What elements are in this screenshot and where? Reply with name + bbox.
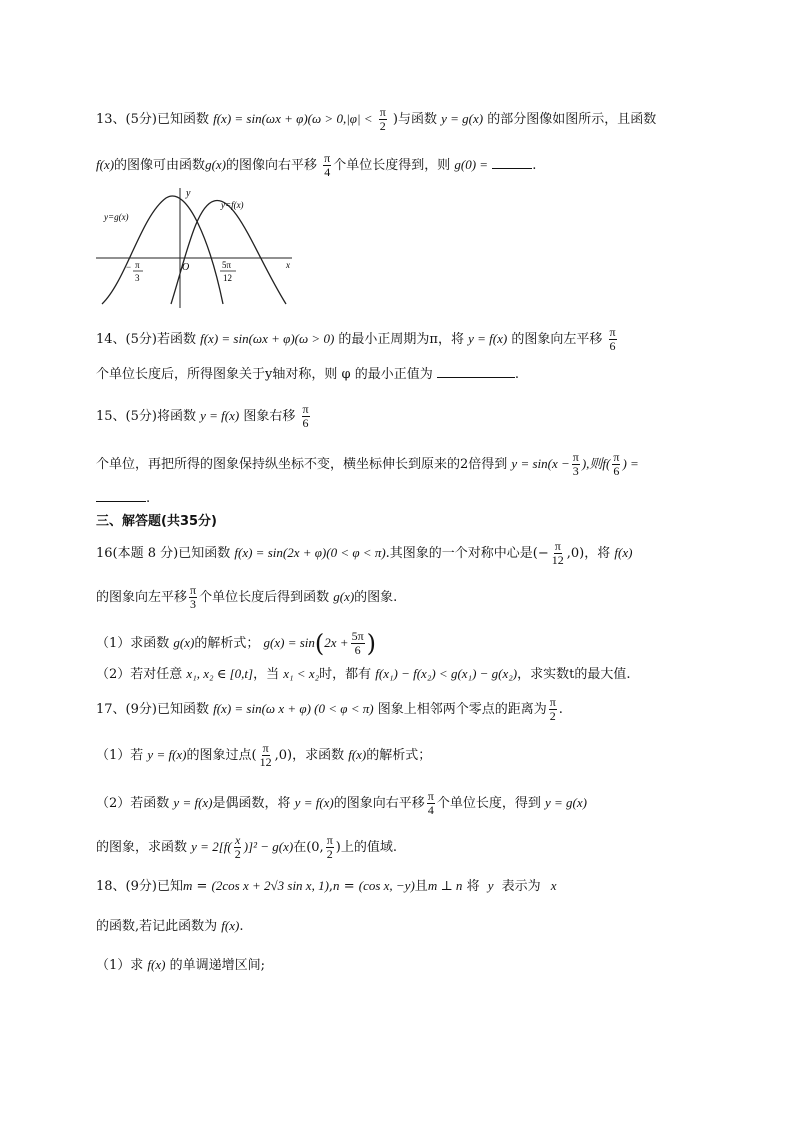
q13-prefix: 13、(5分)已知函数 [96, 112, 209, 127]
q18-y: y [487, 878, 494, 893]
q13-func: f(x) = sin(ωx + φ)(ω > 0,|φ| < [213, 111, 373, 126]
q16-prefix: 16(本题 8 分)已知函数 [96, 546, 231, 561]
q13-fx: f(x) [96, 157, 115, 172]
q15-answer-blank[interactable] [96, 489, 146, 502]
q17-p1-a: 的图象过点( [186, 748, 257, 763]
q16-p2-ineq: f(x₁) − f(x₂) < g(x₁) − g(x₂) [375, 666, 518, 681]
q13-g0: g(0) = [454, 157, 489, 172]
q14-text: 个单位长度后，所得图象关于y轴对称，则 φ 的最小正值为 [96, 367, 433, 382]
q18-text2: . [239, 919, 244, 934]
q16-mid2: ,0)，将 [566, 546, 611, 561]
q13-answer-blank[interactable] [492, 156, 532, 169]
q15-line1 [96, 403, 698, 430]
q13-graph [96, 186, 296, 308]
q17-end: . [558, 702, 563, 717]
frac-pi-4: $\frac{\pi}{4}$ [427, 789, 434, 817]
q13-line2 [96, 152, 698, 179]
q17-p1-yf: y = f(x) [147, 747, 187, 762]
q13-text: 的图像可由函数 [114, 158, 206, 173]
q16-line2 [96, 584, 698, 611]
q18-mvec: (2cos x + 2√3 sin x, 1) [211, 878, 329, 893]
frac-pi-12: $\frac{\pi}{12}$ [551, 539, 564, 567]
q18-line1 [96, 876, 698, 897]
q13-mid: )与函数 [392, 112, 437, 127]
q18-p1-text: 的单调递增区间; [169, 958, 265, 973]
q16-p1-text: 的解析式； [194, 636, 260, 651]
q14-end: . [514, 367, 519, 382]
q18-a: 且 [414, 879, 428, 894]
q17-part2 [96, 790, 698, 817]
q16-text: 的图象向左平移 [96, 590, 188, 605]
frac-pi-2: $\frac{\pi}{2}$ [326, 833, 333, 861]
q18-vector-m: m [182, 878, 193, 893]
q16-part2 [96, 664, 698, 685]
q16-p1-label: （1）求函数 [96, 636, 170, 651]
frac-pi-2: $\frac{\pi}{2}$ [379, 105, 386, 133]
q16-p1-gx: g(x) [173, 635, 195, 650]
frac-pi-3: $\frac{\pi}{3}$ [190, 583, 197, 611]
q13-text3: 个单位长度得到，则 [333, 158, 451, 173]
q17-part1 [96, 742, 698, 769]
svg-text:π: π [135, 260, 140, 270]
q16-p2-c: ，求实数t的最大值. [517, 667, 631, 682]
q13-end: . [532, 158, 537, 173]
q18-fx: f(x) [221, 918, 240, 933]
q15-expr4: ) = [622, 456, 639, 471]
x-axis-label: x [286, 260, 290, 270]
q17-p2-text2: 在(0, [293, 840, 324, 855]
q17-prefix: 17、(9分)已知函数 [96, 702, 209, 717]
q15-yf: y = f(x) [200, 408, 240, 423]
q14-suffix: 的图象向左平移 [511, 332, 603, 347]
q17-p1-b: ,0)，求函数 [274, 748, 345, 763]
q18-prefix: 18、(9分)已知 [96, 879, 183, 894]
paren-right: ) [366, 629, 376, 658]
frac-pi-6: $\frac{\pi}{6}$ [613, 450, 620, 478]
q16-p2-label: （2）若对任意 [96, 667, 183, 682]
q13-line1 [96, 106, 698, 133]
q16-p2-cond: x₁ < x₂ [283, 666, 320, 681]
q14-yf: y = f(x) [468, 331, 508, 346]
section-3-title: 三、解答题(共35分) [96, 514, 217, 529]
q18-neq: = [343, 879, 355, 894]
frac-pi-6: $\frac{\pi}{6}$ [302, 402, 309, 430]
q14-line1 [96, 326, 698, 353]
y-axis-label: y [186, 188, 191, 199]
frac-5pi-6: $\frac{5\pi}{6}$ [351, 629, 364, 657]
q15-prefix: 15、(5分)将函数 [96, 409, 196, 424]
q15-end: . [146, 491, 151, 506]
q17-p2-b: 的图象向右平移 [333, 796, 425, 811]
q18-vector-n: n [333, 878, 340, 893]
q16-part1 [96, 630, 698, 657]
frac-pi-3: $\frac{\pi}{3}$ [572, 450, 579, 478]
q18-b: 将 [462, 879, 480, 894]
q17-p2-expr: y = 2[f( [191, 839, 232, 854]
q17-p2-c: 个单位长度，得到 [436, 796, 541, 811]
q16-func: f(x) = sin(2x + φ)(0 < φ < π) [234, 545, 386, 560]
q17-p2-text3: )上的值域. [335, 840, 397, 855]
q17-p1-c: 的解析式； [366, 748, 432, 763]
q15-text: 个单位，再把所得的图象保持纵坐标不变，横坐标伸长到原来的2倍得到 [96, 457, 508, 472]
q18-line2 [96, 916, 698, 937]
q16-text3: 的图象. [354, 590, 398, 605]
q17-p2-yf2: y = f(x) [294, 795, 334, 810]
neg-tick-label [126, 260, 143, 283]
q14-mid: 的最小正周期为π，将 [338, 332, 464, 347]
q16-p2-a: ，当 [253, 667, 280, 682]
frac-pi-4: $\frac{\pi}{4}$ [324, 151, 331, 179]
q16-gx: g(x) [333, 589, 355, 604]
q13-gx: g(x) [205, 157, 226, 172]
q14-line2 [96, 365, 698, 385]
q13-gfunc: y = g(x) [441, 111, 484, 126]
g-label: y=g(x) [104, 212, 129, 222]
q14-prefix: 14、(5分)若函数 [96, 332, 196, 347]
q17-func: f(x) = sin(ω x + φ) (0 < φ < π) [213, 701, 374, 716]
q18-meq: = [196, 879, 208, 894]
q17-part2-line2 [96, 834, 698, 861]
q16-fx: f(x) [614, 545, 633, 560]
q18-c: 表示为 [501, 879, 541, 894]
q15-suffix: 图象右移 [243, 409, 296, 424]
q14-answer-blank[interactable] [437, 365, 515, 378]
q13-text2: 的图像向右平移 [226, 158, 318, 173]
q13-suffix: 的部分图像如图所示，且函数 [487, 112, 657, 127]
q16-p1-answer: g(x) = sin [263, 635, 315, 650]
q17-p1-label: （1）若 [96, 748, 144, 763]
q14-func: f(x) = sin(ωx + φ)(ω > 0) [200, 331, 335, 346]
q17-p2-yf: y = f(x) [173, 795, 213, 810]
q15-expr3: f( [602, 456, 611, 471]
q15-line3 [96, 489, 698, 509]
q16-p2-vars: x₁, x₂ ∈ [0,t] [186, 666, 254, 681]
q17-p2-a: 是偶函数，将 [212, 796, 291, 811]
q17-mid: 图象上相邻两个零点的距离为 [377, 702, 547, 717]
svg-text:−: − [126, 262, 132, 272]
paren-left: ( [314, 629, 325, 658]
q18-perp: m ⊥ n [427, 878, 463, 893]
q18-text: 的函数,若记此函数为 [96, 919, 218, 934]
q16-p2-b: 时，都有 [319, 667, 372, 682]
q17-p2-expr2: )]² − g(x) [243, 839, 294, 854]
q18-comma: , [328, 879, 334, 894]
f-curve [171, 200, 286, 304]
pos-tick-label [220, 260, 236, 283]
q17-p2-label: （2）若函数 [96, 796, 170, 811]
q17-p1-fx: f(x) [348, 747, 367, 762]
q18-p1-fx: f(x) [147, 957, 166, 972]
q17-line1 [96, 696, 698, 723]
q18-nvec: (cos x, −y) [358, 878, 415, 893]
frac-pi-6: $\frac{\pi}{6}$ [609, 325, 616, 353]
q16-text2: 个单位长度后得到函数 [199, 590, 330, 605]
frac-pi-12: $\frac{\pi}{12}$ [259, 741, 272, 769]
svg-text:5π: 5π [222, 260, 232, 270]
q16-line1 [96, 540, 698, 567]
frac-pi-2: $\frac{\pi}{2}$ [549, 695, 556, 723]
q17-p2-text: 的图象，求函数 [96, 840, 188, 855]
q18-p1-label: （1）求 [96, 958, 144, 973]
svg-text:3: 3 [135, 273, 140, 283]
f-label: y=f(x) [221, 200, 244, 210]
q18-part1 [96, 955, 698, 976]
q15-expr: y = sin(x − [511, 456, 570, 471]
frac-x-2: $\frac{x}{2}$ [234, 833, 241, 861]
q15-line2 [96, 451, 698, 478]
q15-expr2: ),则 [581, 456, 603, 471]
q16-mid: .其图象的一个对称中心是(− [385, 546, 549, 561]
origin-label: O [182, 262, 190, 273]
q18-x: x [550, 878, 557, 893]
svg-text:12: 12 [223, 273, 232, 283]
q17-p2-yg: y = g(x) [545, 795, 587, 810]
q16-p1-answer-inner: 2x + [324, 635, 349, 650]
